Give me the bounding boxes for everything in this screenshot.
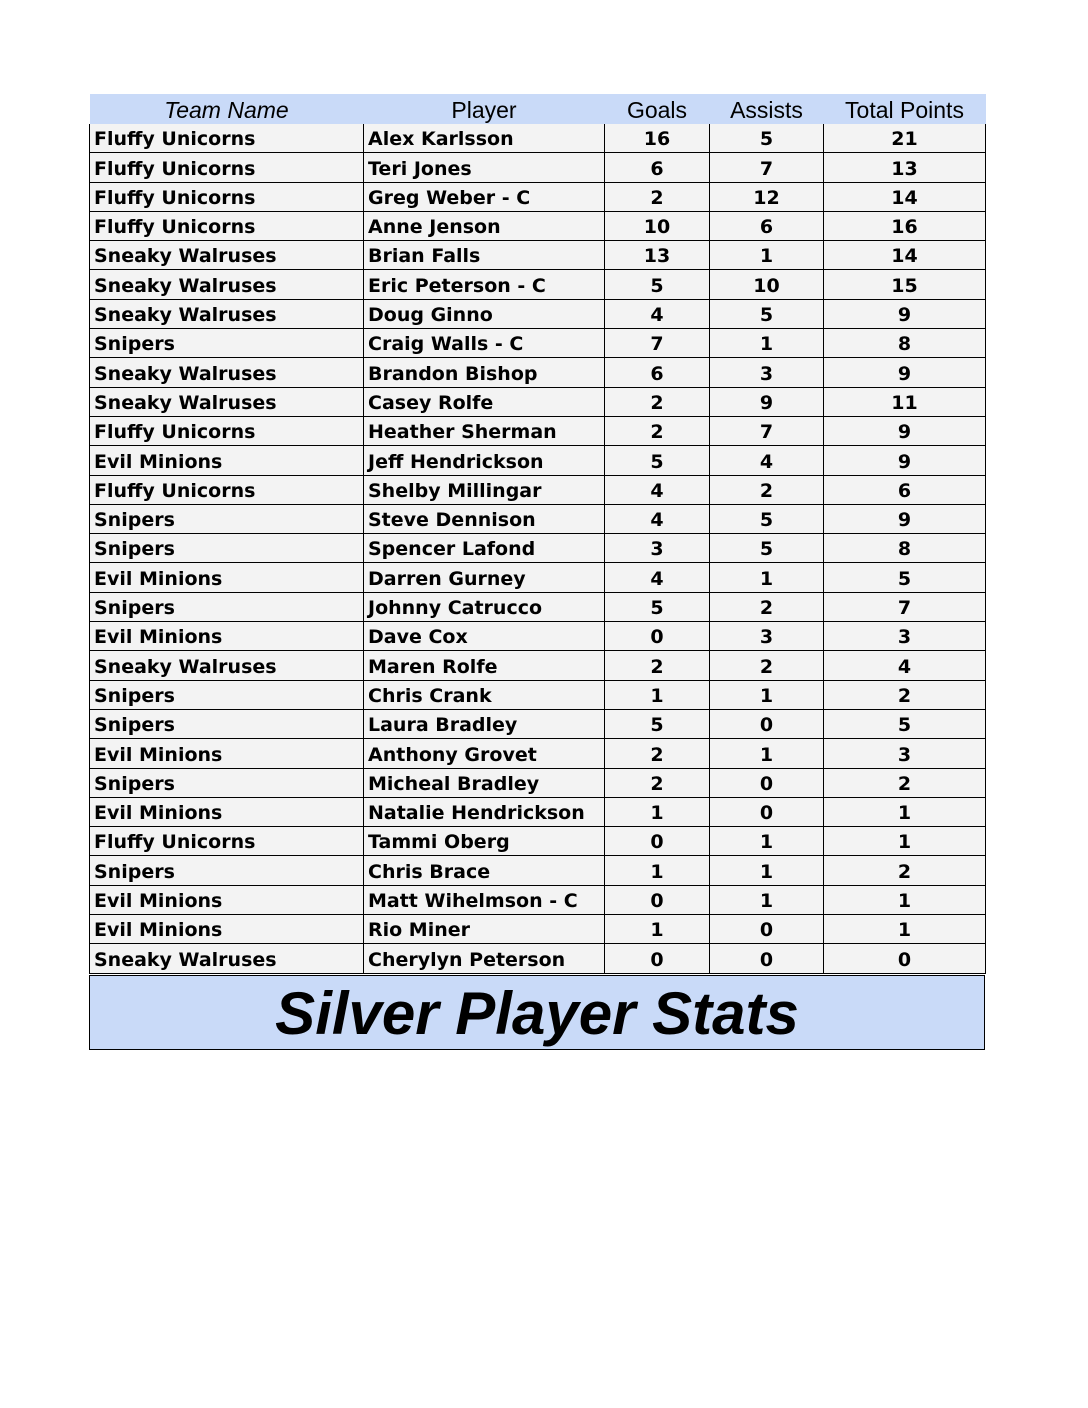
team-name-cell: Snipers [90,504,364,533]
player-name-cell: Teri Jones [364,153,605,182]
team-name-cell: Evil Minions [90,446,364,475]
player-name-cell: Alex Karlsson [364,124,605,153]
goals-cell: 5 [605,270,710,299]
team-name-cell: Sneaky Walruses [90,358,364,387]
assists-cell: 0 [710,797,824,826]
assists-cell: 0 [710,944,824,973]
player-name-cell: Rio Miner [364,915,605,944]
table-row [90,299,986,328]
goals-cell: 4 [605,504,710,533]
assists-cell: 5 [710,299,824,328]
assists-cell: 7 [710,153,824,182]
goals-cell: 4 [605,563,710,592]
table-row [90,739,986,768]
team-name-cell: Evil Minions [90,622,364,651]
goals-cell: 0 [605,944,710,973]
table-row [90,680,986,709]
team-name-cell: Snipers [90,768,364,797]
total-points-cell: 6 [824,475,986,504]
player-name-cell: Chris Brace [364,856,605,885]
total-points-cell: 1 [824,797,986,826]
assists-cell: 4 [710,446,824,475]
table-header-row [90,94,986,124]
total-points-cell: 21 [824,124,986,153]
assists-cell: 7 [710,416,824,445]
team-name-cell: Evil Minions [90,563,364,592]
assists-cell: 1 [710,241,824,270]
total-points-cell: 14 [824,182,986,211]
goals-cell: 10 [605,211,710,240]
player-name-cell: Eric Peterson - C [364,270,605,299]
goals-cell: 1 [605,680,710,709]
goals-cell: 13 [605,241,710,270]
player-name-cell: Cherylyn Peterson [364,944,605,973]
player-name-cell: Dave Cox [364,622,605,651]
goals-cell: 1 [605,856,710,885]
table-row [90,182,986,211]
goals-cell: 5 [605,592,710,621]
goals-cell: 1 [605,797,710,826]
goals-cell: 16 [605,124,710,153]
assists-cell: 1 [710,563,824,592]
total-points-cell: 1 [824,827,986,856]
total-points-cell: 9 [824,416,986,445]
total-points-cell: 4 [824,651,986,680]
player-name-cell: Matt Wihelmson - C [364,885,605,914]
team-name-cell: Snipers [90,709,364,738]
total-points-cell: 7 [824,592,986,621]
team-name-cell: Fluffy Unicorns [90,211,364,240]
total-points-cell: 9 [824,504,986,533]
player-name-cell: Maren Rolfe [364,651,605,680]
total-points-cell: 14 [824,241,986,270]
goals-cell: 2 [605,387,710,416]
player-name-cell: Heather Sherman [364,416,605,445]
assists-cell: 10 [710,270,824,299]
goals-cell: 0 [605,622,710,651]
player-name-cell: Natalie Hendrickson [364,797,605,826]
player-name-cell: Doug Ginno [364,299,605,328]
table-body [90,124,986,973]
assists-cell: 5 [710,504,824,533]
table-row [90,124,986,153]
assists-cell: 3 [710,622,824,651]
table-row [90,416,986,445]
team-name-cell: Fluffy Unicorns [90,475,364,504]
player-stats-table [89,94,986,974]
total-points-cell: 1 [824,915,986,944]
player-name-cell: Johnny Catrucco [364,592,605,621]
assists-cell: 6 [710,211,824,240]
team-name-cell: Sneaky Walruses [90,651,364,680]
total-points-cell: 1 [824,885,986,914]
assists-cell: 2 [710,651,824,680]
team-name-cell: Snipers [90,534,364,563]
assists-cell: 0 [710,768,824,797]
table-row [90,387,986,416]
assists-cell: 0 [710,709,824,738]
team-name-cell: Sneaky Walruses [90,944,364,973]
player-name-cell: Craig Walls - C [364,329,605,358]
team-name-cell: Fluffy Unicorns [90,416,364,445]
player-name-cell: Jeff Hendrickson [364,446,605,475]
player-name-cell: Casey Rolfe [364,387,605,416]
assists-cell: 2 [710,475,824,504]
assists-cell: 1 [710,856,824,885]
total-points-cell: 2 [824,768,986,797]
assists-cell: 12 [710,182,824,211]
goals-cell: 6 [605,153,710,182]
total-points-cell: 9 [824,446,986,475]
table-row [90,446,986,475]
table-row [90,622,986,651]
goals-cell: 3 [605,534,710,563]
team-name-header: Team Name [90,94,364,124]
goals-cell: 2 [605,651,710,680]
table-row [90,651,986,680]
total-points-cell: 2 [824,856,986,885]
player-name-cell: Tammi Oberg [364,827,605,856]
table-row [90,592,986,621]
assists-cell: 2 [710,592,824,621]
total-points-cell: 15 [824,270,986,299]
table-row [90,504,986,533]
goals-cell: 5 [605,709,710,738]
player-name-cell: Anthony Grovet [364,739,605,768]
player-name-cell: Steve Dennison [364,504,605,533]
total-points-cell: 5 [824,563,986,592]
player-header: Player [364,94,605,124]
team-name-cell: Sneaky Walruses [90,241,364,270]
table-row [90,915,986,944]
assists-header: Assists [710,94,824,124]
table-row [90,534,986,563]
player-name-cell: Brandon Bishop [364,358,605,387]
goals-cell: 6 [605,358,710,387]
table-row [90,270,986,299]
table-row [90,211,986,240]
team-name-cell: Fluffy Unicorns [90,124,364,153]
total-points-cell: 9 [824,299,986,328]
table-row [90,475,986,504]
assists-cell: 5 [710,124,824,153]
player-name-cell: Anne Jenson [364,211,605,240]
goals-cell: 2 [605,768,710,797]
player-name-cell: Chris Crank [364,680,605,709]
team-name-cell: Evil Minions [90,885,364,914]
player-name-cell: Micheal Bradley [364,768,605,797]
goals-cell: 4 [605,475,710,504]
team-name-cell: Sneaky Walruses [90,270,364,299]
player-name-cell: Shelby Millingar [364,475,605,504]
table-row [90,885,986,914]
team-name-cell: Sneaky Walruses [90,387,364,416]
team-name-cell: Fluffy Unicorns [90,153,364,182]
total-points-cell: 0 [824,944,986,973]
goals-cell: 4 [605,299,710,328]
player-name-cell: Darren Gurney [364,563,605,592]
page-title: Silver Player Stats [275,979,799,1047]
table-row [90,709,986,738]
table-row [90,827,986,856]
goals-cell: 2 [605,739,710,768]
goals-cell: 0 [605,885,710,914]
player-name-cell: Laura Bradley [364,709,605,738]
team-name-cell: Snipers [90,592,364,621]
team-name-cell: Fluffy Unicorns [90,827,364,856]
goals-cell: 2 [605,182,710,211]
assists-cell: 1 [710,827,824,856]
title-banner [89,975,985,1050]
team-name-cell: Evil Minions [90,739,364,768]
total-points-cell: 3 [824,622,986,651]
team-name-cell: Snipers [90,680,364,709]
assists-cell: 1 [710,329,824,358]
team-name-cell: Snipers [90,329,364,358]
assists-cell: 5 [710,534,824,563]
table-row [90,856,986,885]
goals-header: Goals [605,94,710,124]
player-name-cell: Brian Falls [364,241,605,270]
goals-cell: 1 [605,915,710,944]
team-name-cell: Snipers [90,856,364,885]
assists-cell: 1 [710,680,824,709]
total-points-header: Total Points [824,94,986,124]
table-row [90,358,986,387]
table-row [90,563,986,592]
player-name-cell: Greg Weber - C [364,182,605,211]
goals-cell: 5 [605,446,710,475]
total-points-cell: 11 [824,387,986,416]
total-points-cell: 13 [824,153,986,182]
table-row [90,768,986,797]
table-row [90,241,986,270]
assists-cell: 0 [710,915,824,944]
assists-cell: 9 [710,387,824,416]
total-points-cell: 2 [824,680,986,709]
team-name-cell: Evil Minions [90,797,364,826]
assists-cell: 1 [710,739,824,768]
assists-cell: 3 [710,358,824,387]
goals-cell: 7 [605,329,710,358]
team-name-cell: Sneaky Walruses [90,299,364,328]
table-row [90,797,986,826]
assists-cell: 1 [710,885,824,914]
team-name-cell: Fluffy Unicorns [90,182,364,211]
total-points-cell: 8 [824,329,986,358]
table-row [90,153,986,182]
goals-cell: 2 [605,416,710,445]
total-points-cell: 8 [824,534,986,563]
total-points-cell: 5 [824,709,986,738]
table-row [90,944,986,973]
total-points-cell: 16 [824,211,986,240]
team-name-cell: Evil Minions [90,915,364,944]
total-points-cell: 9 [824,358,986,387]
total-points-cell: 3 [824,739,986,768]
table-row [90,329,986,358]
player-name-cell: Spencer Lafond [364,534,605,563]
goals-cell: 0 [605,827,710,856]
